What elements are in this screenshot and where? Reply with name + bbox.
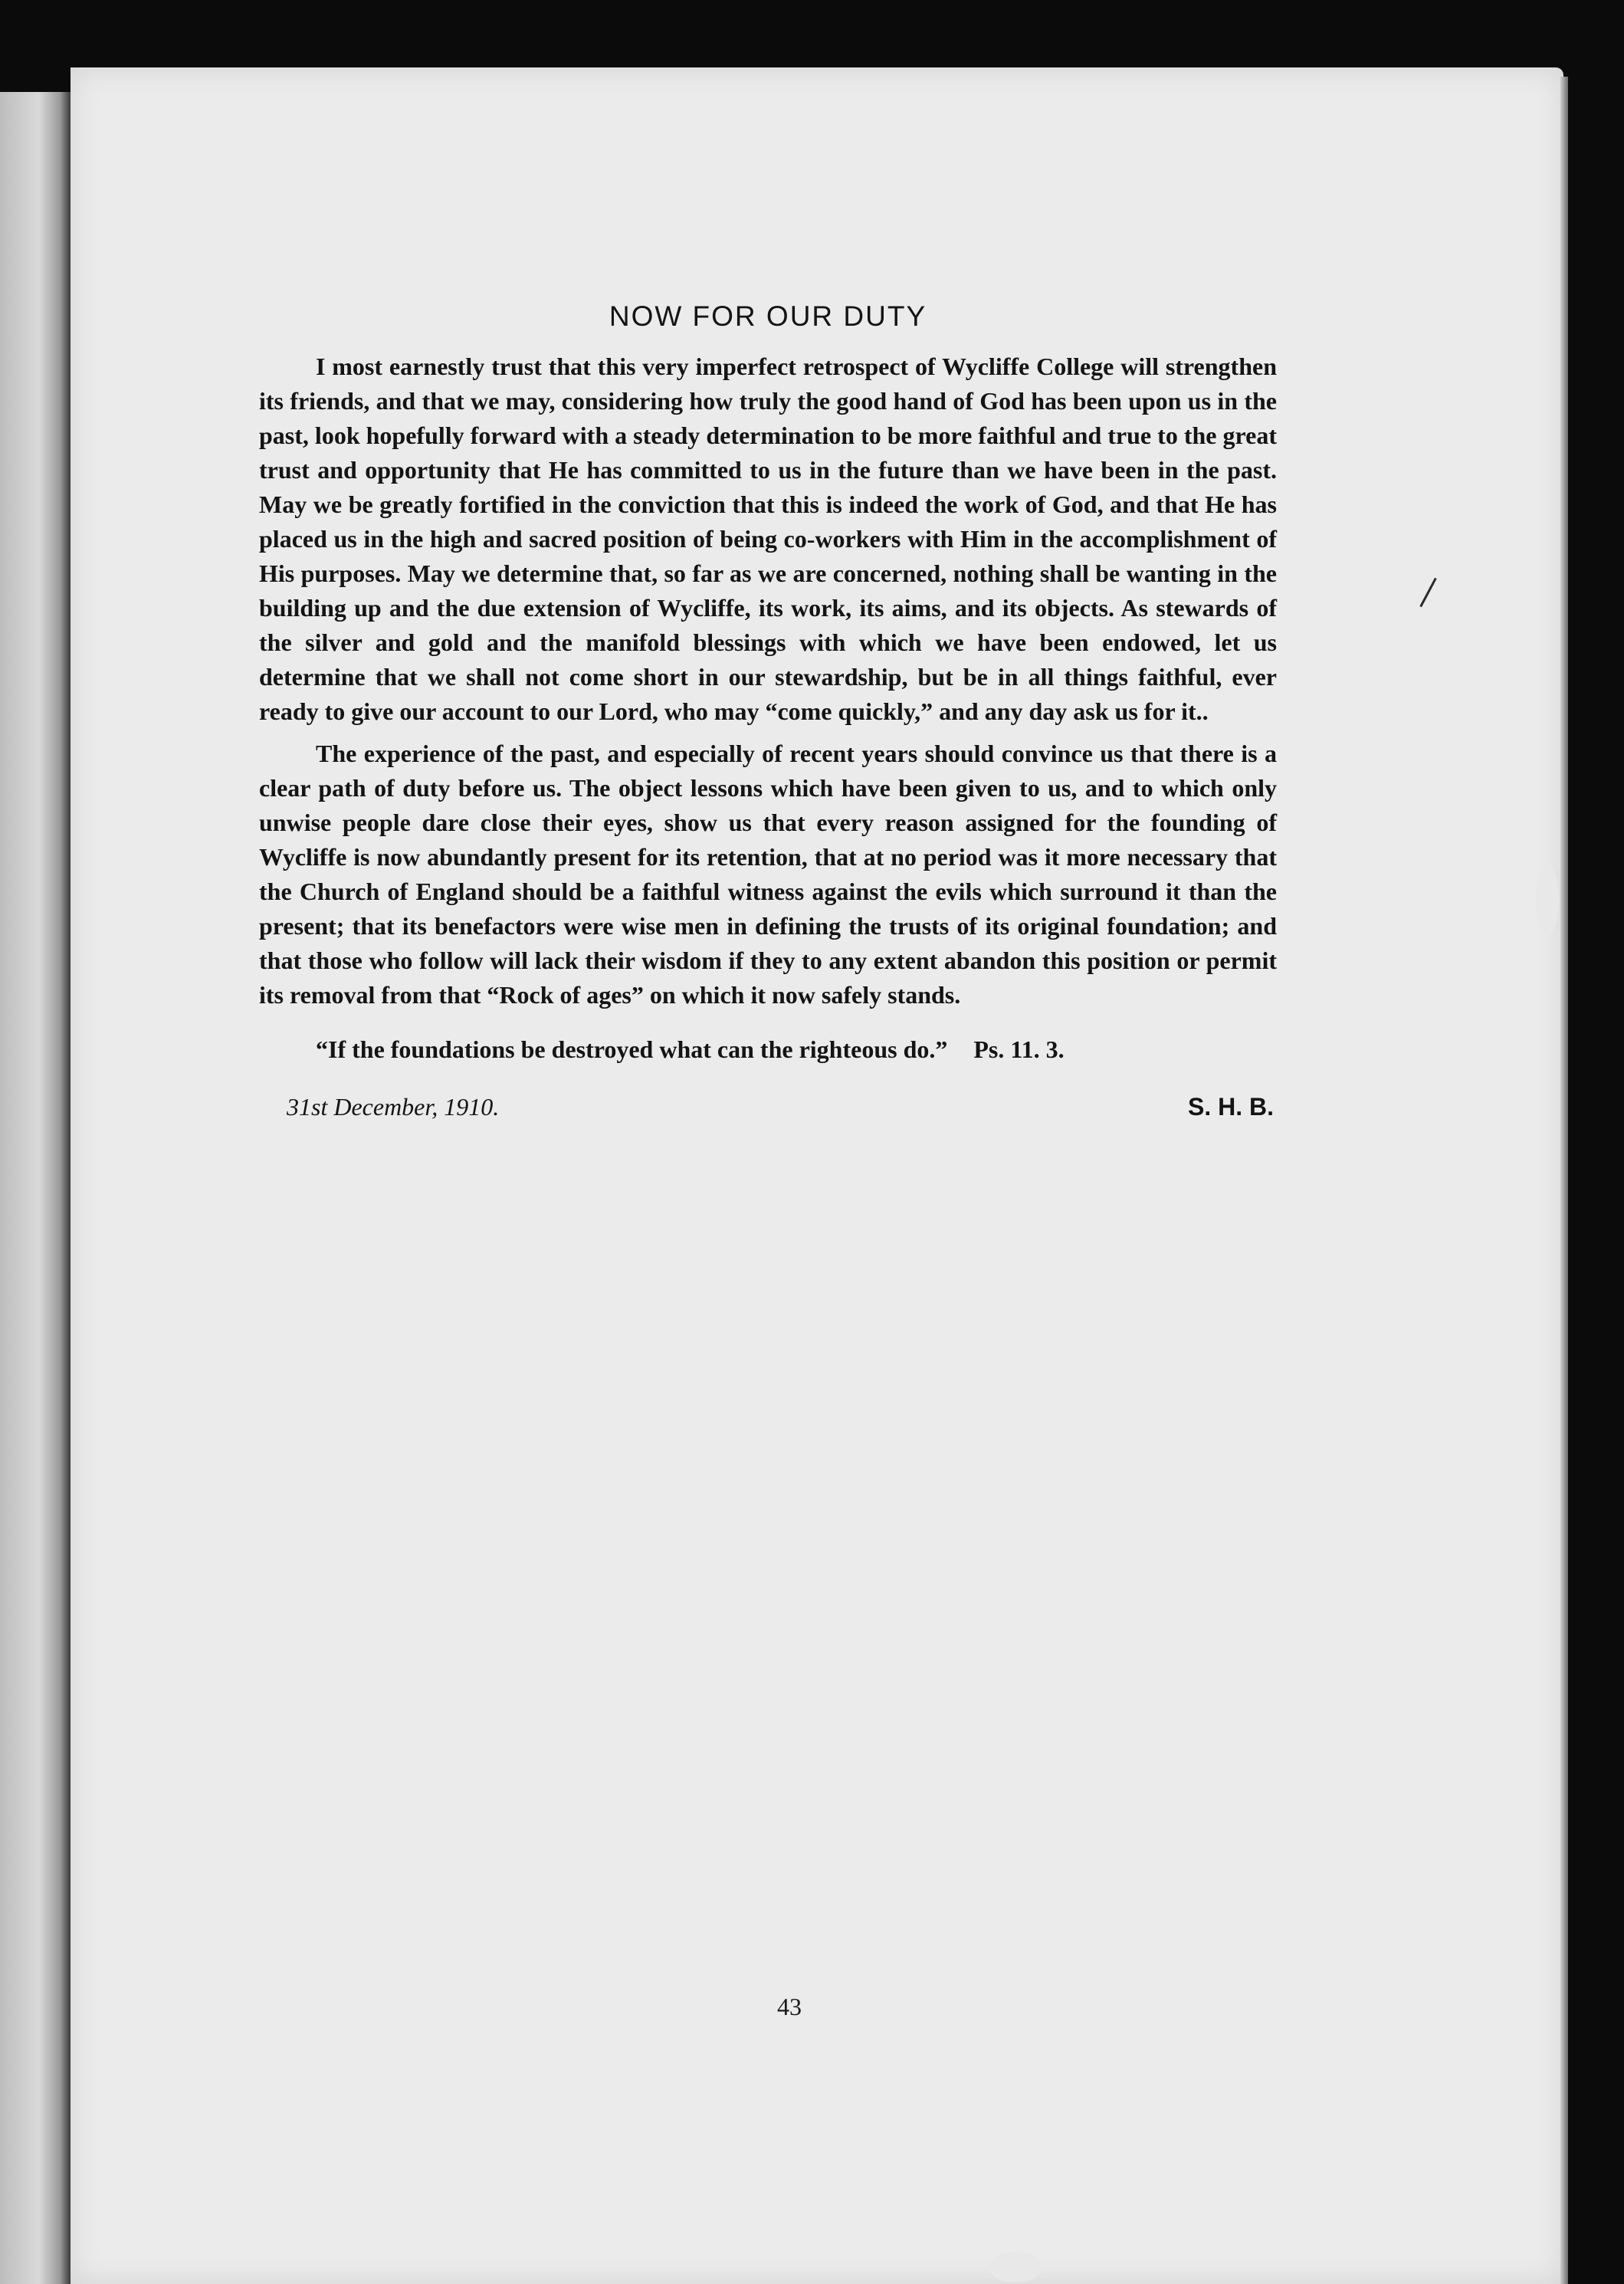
scripture-quote [259,1035,1277,1064]
quote-reference: Ps. 11. 3. [973,1035,1065,1063]
left-page-edge [0,92,71,2284]
author-initials: S. H. B. [1187,1093,1274,1121]
right-page-edge [1560,77,1568,2284]
dust-speck [989,2252,1042,2282]
page-title: NOW FOR OUR DUTY [609,300,927,332]
text-block [259,300,1277,1121]
paragraph-2: The experience of the past, and especially of recent years should convince us that there is a clear path of duty before us. The object lessons which have been given to us, and to which only unwise people dare close their eyes, show us that every reason assigned for the founding of Wycliffe is now abundantly present for its retention, that at no period was it more necessary that the Church of England should be a faithful witness against the evils which surround it than the present; that its benefactors were wise men in defining the trusts of its original foundation; and that those who follow will lack their wisdom if they to any extent abandon this position or permit its removal from that “Rock of ages” on which it now safely stands. [259,740,1277,1009]
paragraph-1: I most earnestly trust that this very imperfect retrospect of Wycliffe College will strengthen its friends, and that we may, considering how truly the good hand of God has been upon us in the past, look hopefully forward with a steady determination to be more faithful and true to the great trust and opportunity that He has committed to us in the future than we have been in the past. May we be greatly fortified in the conviction that this is indeed the work of God, and that He has placed us in the high and sacred position of being co-workers with Him in the accomplishment of His purposes. May we determine that, so far as we are concerned, nothing shall be wanting in the building up and the due extension of Wycliffe, its work, its aims, and its objects. As stewards of the silver and gold and the manifold blessings with which we have been endowed, let us determine that we shall not come short in our stewardship, but be in all things faithful, ever ready to give our account to our Lord, who may “come quickly,” and any day ask us for it.. [259,353,1277,725]
date-line: 31st December, 1910. [287,1093,500,1121]
quote-text: “If the foundations be destroyed what can the righteous do.” [316,1035,948,1063]
signature-row [259,1093,1277,1121]
dust-speck [1536,865,1559,935]
page-number: 43 [777,1993,802,2020]
